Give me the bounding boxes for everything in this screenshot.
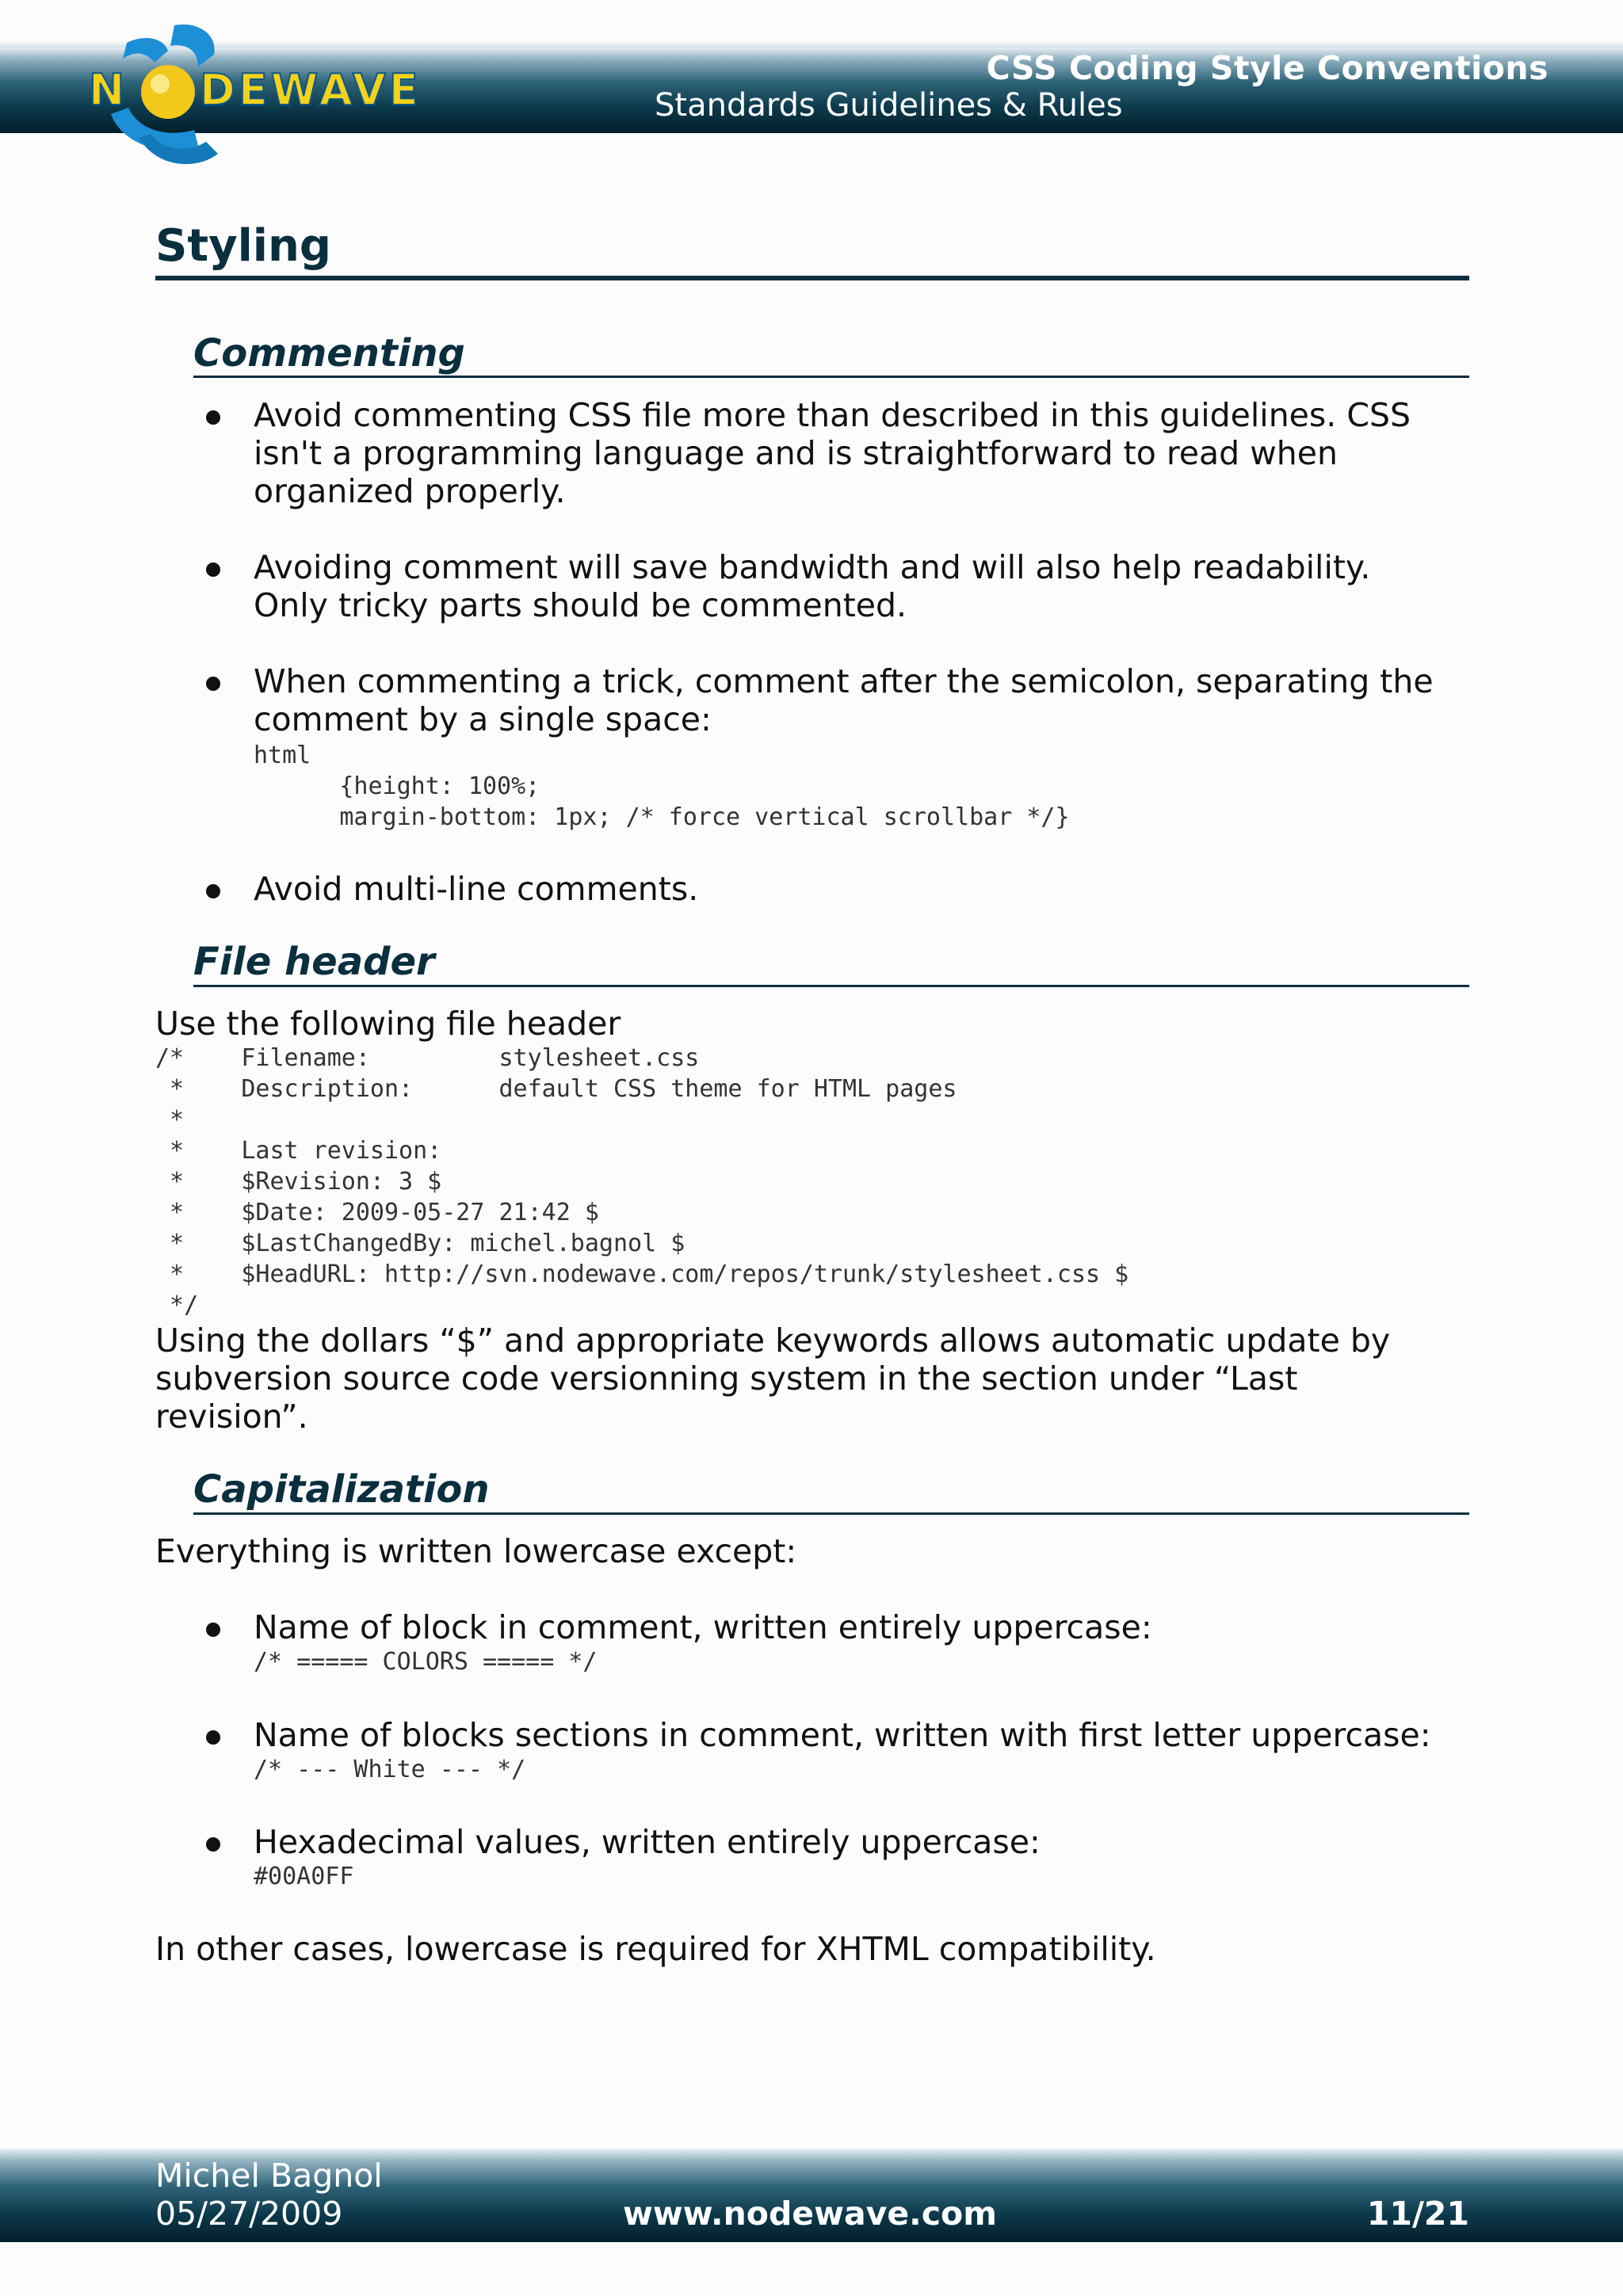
footer-date: 05/27/2009 <box>155 2195 343 2233</box>
file-header-code-line: * Last revision: <box>155 1137 442 1165</box>
section-title-rule <box>155 276 1469 280</box>
file-header-outro-line-3: revision”. <box>155 1398 308 1436</box>
svg-text:DEWAVE: DEWAVE <box>200 65 422 115</box>
file-header-code-line: /* Filename: stylesheet.css <box>155 1044 700 1072</box>
section-title: Styling <box>155 220 331 272</box>
bullet-dot <box>206 1730 220 1745</box>
commenting-bullet-1-line-3: organized properly. <box>254 472 566 510</box>
commenting-bullet-3-line-1: When commenting a trick, comment after the semicolon, separating the <box>254 662 1434 700</box>
file-header-intro: Use the following file header <box>155 1005 621 1043</box>
bullet-dot <box>206 563 220 577</box>
file-header-heading: File header <box>193 940 435 984</box>
document-title: CSS Coding Style Conventions <box>986 49 1549 87</box>
code-example-line: {height: 100%; <box>254 772 540 800</box>
commenting-bullet-2-line-2: Only tricky parts should be commented. <box>254 586 907 624</box>
bullet-dot <box>206 884 220 898</box>
commenting-bullet-4-line-1: Avoid multi-line comments. <box>254 870 699 908</box>
footer-page-number: 11/21 <box>1366 2195 1469 2233</box>
file-header-code-line: * $Revision: 3 $ <box>155 1168 442 1196</box>
commenting-bullet-3-line-2: comment by a single space: <box>254 700 712 738</box>
file-header-heading-rule <box>193 985 1469 987</box>
bullet-dot <box>206 1837 220 1852</box>
code-example-line: margin-bottom: 1px; /* force vertical scrollbar */} <box>254 803 1070 831</box>
bullet-dot <box>206 677 220 691</box>
svg-text:N: N <box>89 65 125 115</box>
commenting-heading-rule <box>193 376 1469 378</box>
capitalization-code-1: /* ===== COLORS ===== */ <box>254 1648 598 1676</box>
capitalization-code-2: /* --- White --- */ <box>254 1756 526 1783</box>
commenting-bullet-1-line-2: isn't a programming language and is straightforward to read when <box>254 434 1338 472</box>
capitalization-code-3: #00A0FF <box>254 1863 354 1890</box>
bullet-dot <box>206 410 220 425</box>
bullet-dot <box>206 1623 220 1637</box>
file-header-outro-line-1: Using the dollars “$” and appropriate keywords allows automatic update by <box>155 1322 1391 1360</box>
capitalization-bullet-1: Name of block in comment, written entirely uppercase: <box>254 1608 1152 1646</box>
file-header-code-line: * $LastChangedBy: michel.bagnol $ <box>155 1230 685 1257</box>
capitalization-intro: Everything is written lowercase except: <box>155 1532 797 1570</box>
footer-website-link[interactable]: www.nodewave.com <box>623 2195 997 2233</box>
capitalization-bullet-3: Hexadecimal values, written entirely uppercase: <box>254 1823 1041 1861</box>
capitalization-heading: Capitalization <box>193 1467 490 1512</box>
commenting-bullet-2-line-1: Avoiding comment will save bandwidth and will also help readability. <box>254 548 1371 586</box>
document-subtitle: Standards Guidelines & Rules <box>655 87 1123 124</box>
file-header-code-line: * $Date: 2009-05-27 21:42 $ <box>155 1199 599 1226</box>
file-header-code-line: */ <box>155 1291 199 1319</box>
file-header-code-line: * Description: default CSS theme for HTML pages <box>155 1075 957 1103</box>
code-example-line: html <box>254 742 311 769</box>
commenting-bullet-1-line-1: Avoid commenting CSS file more than described in this guidelines. CSS <box>254 396 1411 434</box>
commenting-heading: Commenting <box>193 331 465 376</box>
footer-author: Michel Bagnol <box>155 2157 383 2195</box>
capitalization-heading-rule <box>193 1512 1469 1515</box>
file-header-outro-line-2: subversion source code versionning system in the section under “Last <box>155 1360 1298 1398</box>
nodewave-logo <box>79 19 539 170</box>
file-header-code-line: * <box>155 1106 185 1134</box>
capitalization-outro: In other cases, lowercase is required for XHTML compatibility. <box>155 1930 1156 1968</box>
capitalization-bullet-2: Name of blocks sections in comment, written with first letter uppercase: <box>254 1716 1431 1754</box>
file-header-code-line: * $HeadURL: http://svn.nodewave.com/repos/trunk/stylesheet.css $ <box>155 1261 1129 1288</box>
